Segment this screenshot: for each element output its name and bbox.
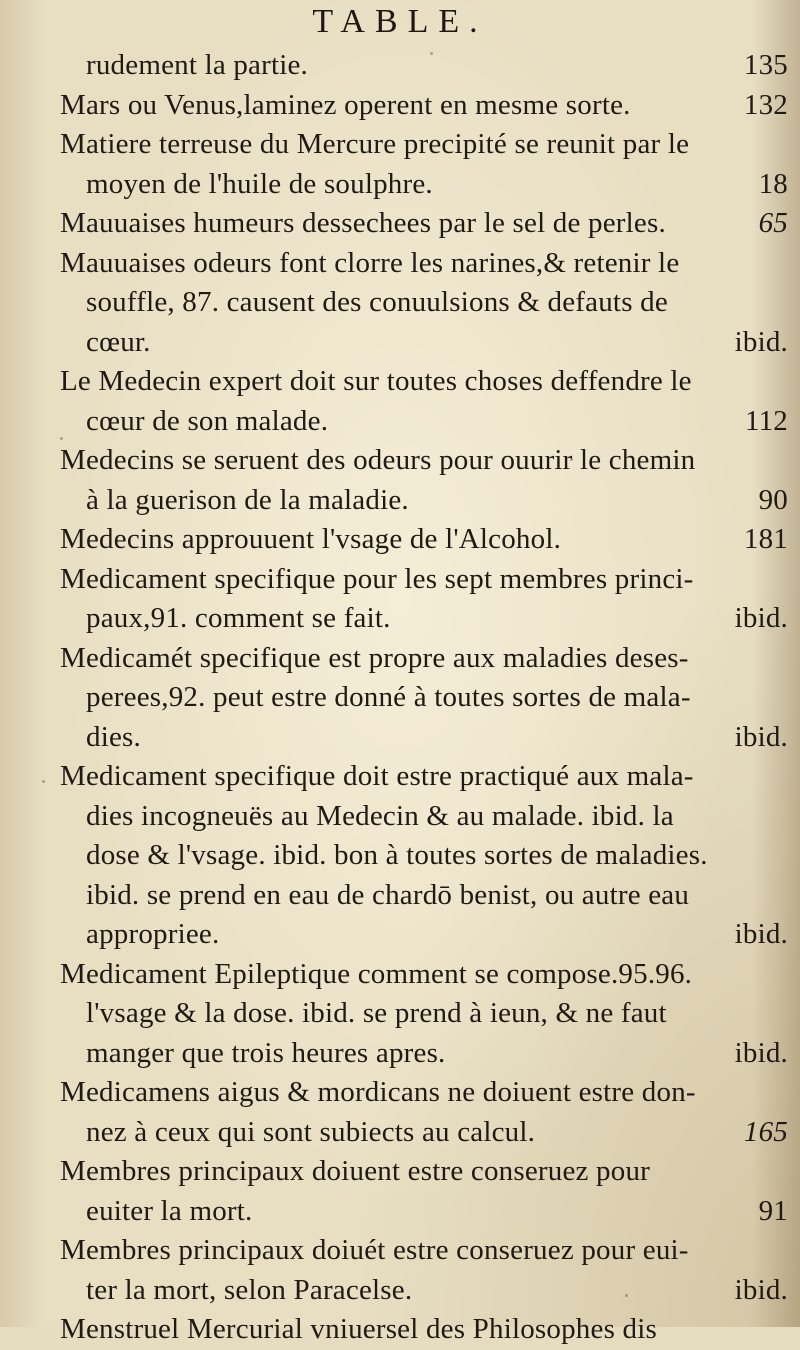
index-line [60,520,788,560]
index-line [60,1192,788,1232]
index-line [60,836,788,876]
page-reference: ibid. [734,1036,788,1069]
paper-speck [430,52,433,55]
entry-text: perees,92. peut estre donné à toutes sortes de mala- [86,681,691,713]
entry-text: Le Medecin expert doit sur toutes choses deffendre le [60,365,692,397]
index-line [60,125,788,165]
index-line [60,678,788,718]
entry-text: Medicament specifique pour les sept membres princi- [60,562,694,595]
index-line [60,362,788,402]
index-line [60,204,788,244]
entry-text: Mauuaises odeurs font clorre les narines,& retenir le [60,246,680,279]
page-reference: 90 [758,483,788,516]
entry-text: Mars ou Venus,laminez operent en mesme sorte. [60,88,631,121]
page-reference: 181 [743,523,788,555]
page-reference: ibid. [734,1273,788,1306]
page-reference: 112 [744,404,788,437]
index-line [60,915,788,955]
entry-text: dies incogneuës au Medecin & au malade. ibid. la [86,799,674,832]
page-reference: 91 [758,1194,788,1227]
page-reference: 165 [743,1115,788,1148]
index-line [60,86,788,126]
index-line [60,876,788,916]
entry-text: nez à ceux qui sont subiects au calcul. [86,1115,536,1148]
index-line [60,46,788,86]
entry-text: Medicament specifique doit estre practiqué aux mala- [60,760,694,792]
index-line [60,639,788,679]
entry-text: Medicamens aigus & mordicans ne doiuent estre don- [60,1076,696,1108]
entry-text: Medicament Epileptique comment se compose.95.96. [60,957,693,990]
page-header: TABLE. [312,3,488,40]
index-line [60,1310,788,1350]
index-line [60,402,788,442]
index-line [60,244,788,284]
entry-text: moyen de l'huile de soulphre. [86,167,433,200]
page-reference: ibid. [734,720,788,753]
paper-speck [625,1294,628,1297]
index-entries [60,46,788,1350]
index-line [60,1152,788,1192]
entry-text: dose & l'vsage. ibid. bon à toutes sortes de maladies. [86,839,708,871]
index-line [60,481,788,521]
index-line [60,560,788,600]
entry-text: Medecins se seruent des odeurs pour ouurir le chemin [60,444,696,476]
page-reference: 135 [743,49,788,81]
index-line [60,1034,788,1074]
index-line [60,599,788,639]
page-reference: 132 [743,88,788,121]
index-line [60,1231,788,1271]
index-line [60,323,788,363]
index-line [60,1113,788,1153]
paper-speck [42,780,45,783]
entry-text: ibid. se prend en eau de chardō benist, ou autre eau [86,878,690,911]
paper-speck [570,458,573,461]
entry-text: euiter la mort. [86,1194,253,1227]
entry-text: Matiere terreuse du Mercure precipité se reunit par le [60,128,690,160]
index-line [60,1073,788,1113]
index-line [60,757,788,797]
entry-text: Medicamét specifique est propre aux maladies deses- [60,641,689,674]
entry-text: dies. [86,720,141,753]
entry-text: à la guerison de la maladie. [86,483,409,516]
index-line [60,441,788,481]
entry-text: Membres principaux doiuent estre conseruez pour [60,1155,651,1187]
entry-text: Membres principaux doiuét estre conseruez pour eui- [60,1234,689,1266]
index-line [60,955,788,995]
entry-text: appropriee. [86,918,220,950]
index-line [60,718,788,758]
entry-text: rudement la partie. [86,49,309,81]
index-line [60,994,788,1034]
entry-text: l'vsage & la dose. ibid. se prend à ieun, & ne faut [86,997,667,1029]
index-line [60,797,788,837]
entry-text: souffle, 87. causent des conuulsions & defauts de [86,286,668,318]
page-reference: 18 [758,167,788,200]
page-reference: ibid. [734,602,788,634]
page-reference: 65 [758,207,788,239]
entry-text: manger que trois heures apres. [86,1036,446,1069]
entry-text: Medecins approuuent l'vsage de l'Alcohol. [60,523,562,555]
page-reference: ibid. [734,918,788,950]
entry-text: paux,91. comment se fait. [86,602,391,634]
index-line [60,165,788,205]
entry-text: cœur de son malade. [86,404,329,437]
index-line [60,1271,788,1311]
index-line [60,283,788,323]
entry-text: ter la mort, selon Paracelse. [86,1273,413,1306]
entry-text: Mauuaises humeurs dessechees par le sel de perles. [60,207,666,239]
entry-text: cœur. [86,325,151,358]
page-reference: ibid. [734,325,788,358]
entry-text: Menstruel Mercurial vniuersel des Philosophes dis [60,1313,657,1345]
paper-speck [60,437,63,440]
